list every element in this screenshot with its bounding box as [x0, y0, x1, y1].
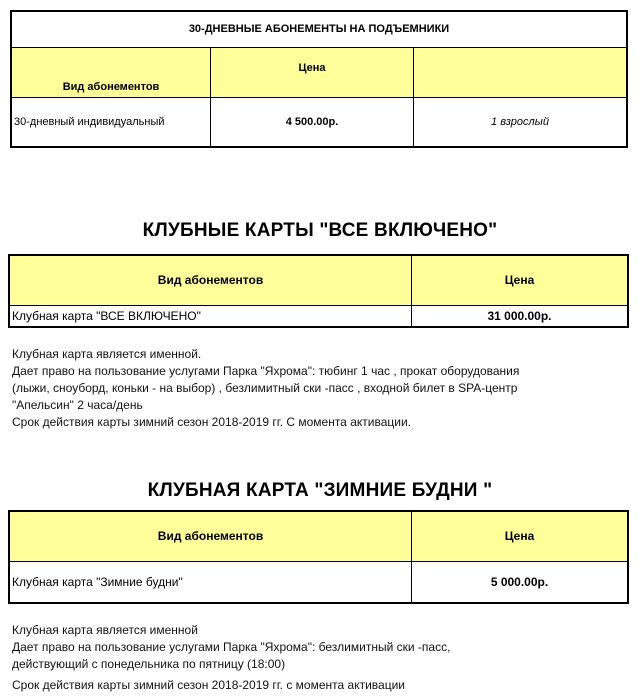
card-name: Клубная карта "Зимние будни" — [9, 561, 412, 603]
col-header-price: Цена — [412, 255, 629, 305]
note-line: "Апельсин" 2 часа/день — [12, 398, 143, 412]
card-name: Клубная карта "ВСЕ ВКЛЮЧЕНО" — [9, 305, 412, 327]
col-header-type: Вид абонементов — [9, 255, 412, 305]
note-line: Клубная карта является именной — [12, 623, 198, 637]
col-header-price: Цена — [211, 47, 414, 97]
note-line: (лыжи, сноуборд, коньки - на выбор) , безлимитный ски -пасс , входной билет в SPA-центр — [12, 381, 518, 395]
col-header-type: Вид абонементов — [9, 511, 412, 561]
pass-price: 4 500.00р. — [211, 97, 414, 147]
all-inclusive-heading: КЛУБНЫЕ КАРТЫ "ВСЕ ВКЛЮЧЕНО" — [142, 220, 498, 241]
note-line: Дает право на пользование услугами Парка "Яхрома": безлимитный ски -пасс, — [12, 640, 451, 654]
lift-passes-table — [10, 10, 628, 148]
col-header-empty — [414, 47, 628, 97]
note-line: Срок действия карты зимний сезон 2018-2019 гг. С момента активации. — [12, 415, 411, 429]
card-price: 5 000.00р. — [412, 561, 629, 603]
note-line: Срок действия карты зимний сезон 2018-2019 гг. с момента активации — [12, 678, 405, 692]
note-line: Дает право на пользование услугами Парка "Яхрома": тюбинг 1 час , прокат оборудования — [12, 364, 520, 378]
all-inclusive-notes — [12, 346, 628, 431]
winter-weekdays-notes — [12, 622, 628, 694]
note-line: действующий с понедельника по пятницу (18:00) — [12, 657, 286, 671]
all-inclusive-table — [8, 254, 629, 328]
card-price: 31 000.00р. — [412, 305, 629, 327]
lift-passes-title: 30-ДНЕВНЫЕ АБОНЕМЕНТЫ НА ПОДЪЕМНИКИ — [11, 11, 627, 47]
col-header-price: Цена — [412, 511, 629, 561]
note-line: Клубная карта является именной. — [12, 347, 202, 361]
pass-name: 30-дневный индивидуальный — [11, 97, 211, 147]
winter-weekdays-table — [8, 510, 629, 604]
col-header-type: Вид абонементов — [11, 47, 211, 97]
winter-weekdays-heading: КЛУБНАЯ КАРТА "ЗИМНИЕ БУДНИ " — [147, 480, 493, 501]
pass-category: 1 взрослый — [414, 97, 628, 147]
